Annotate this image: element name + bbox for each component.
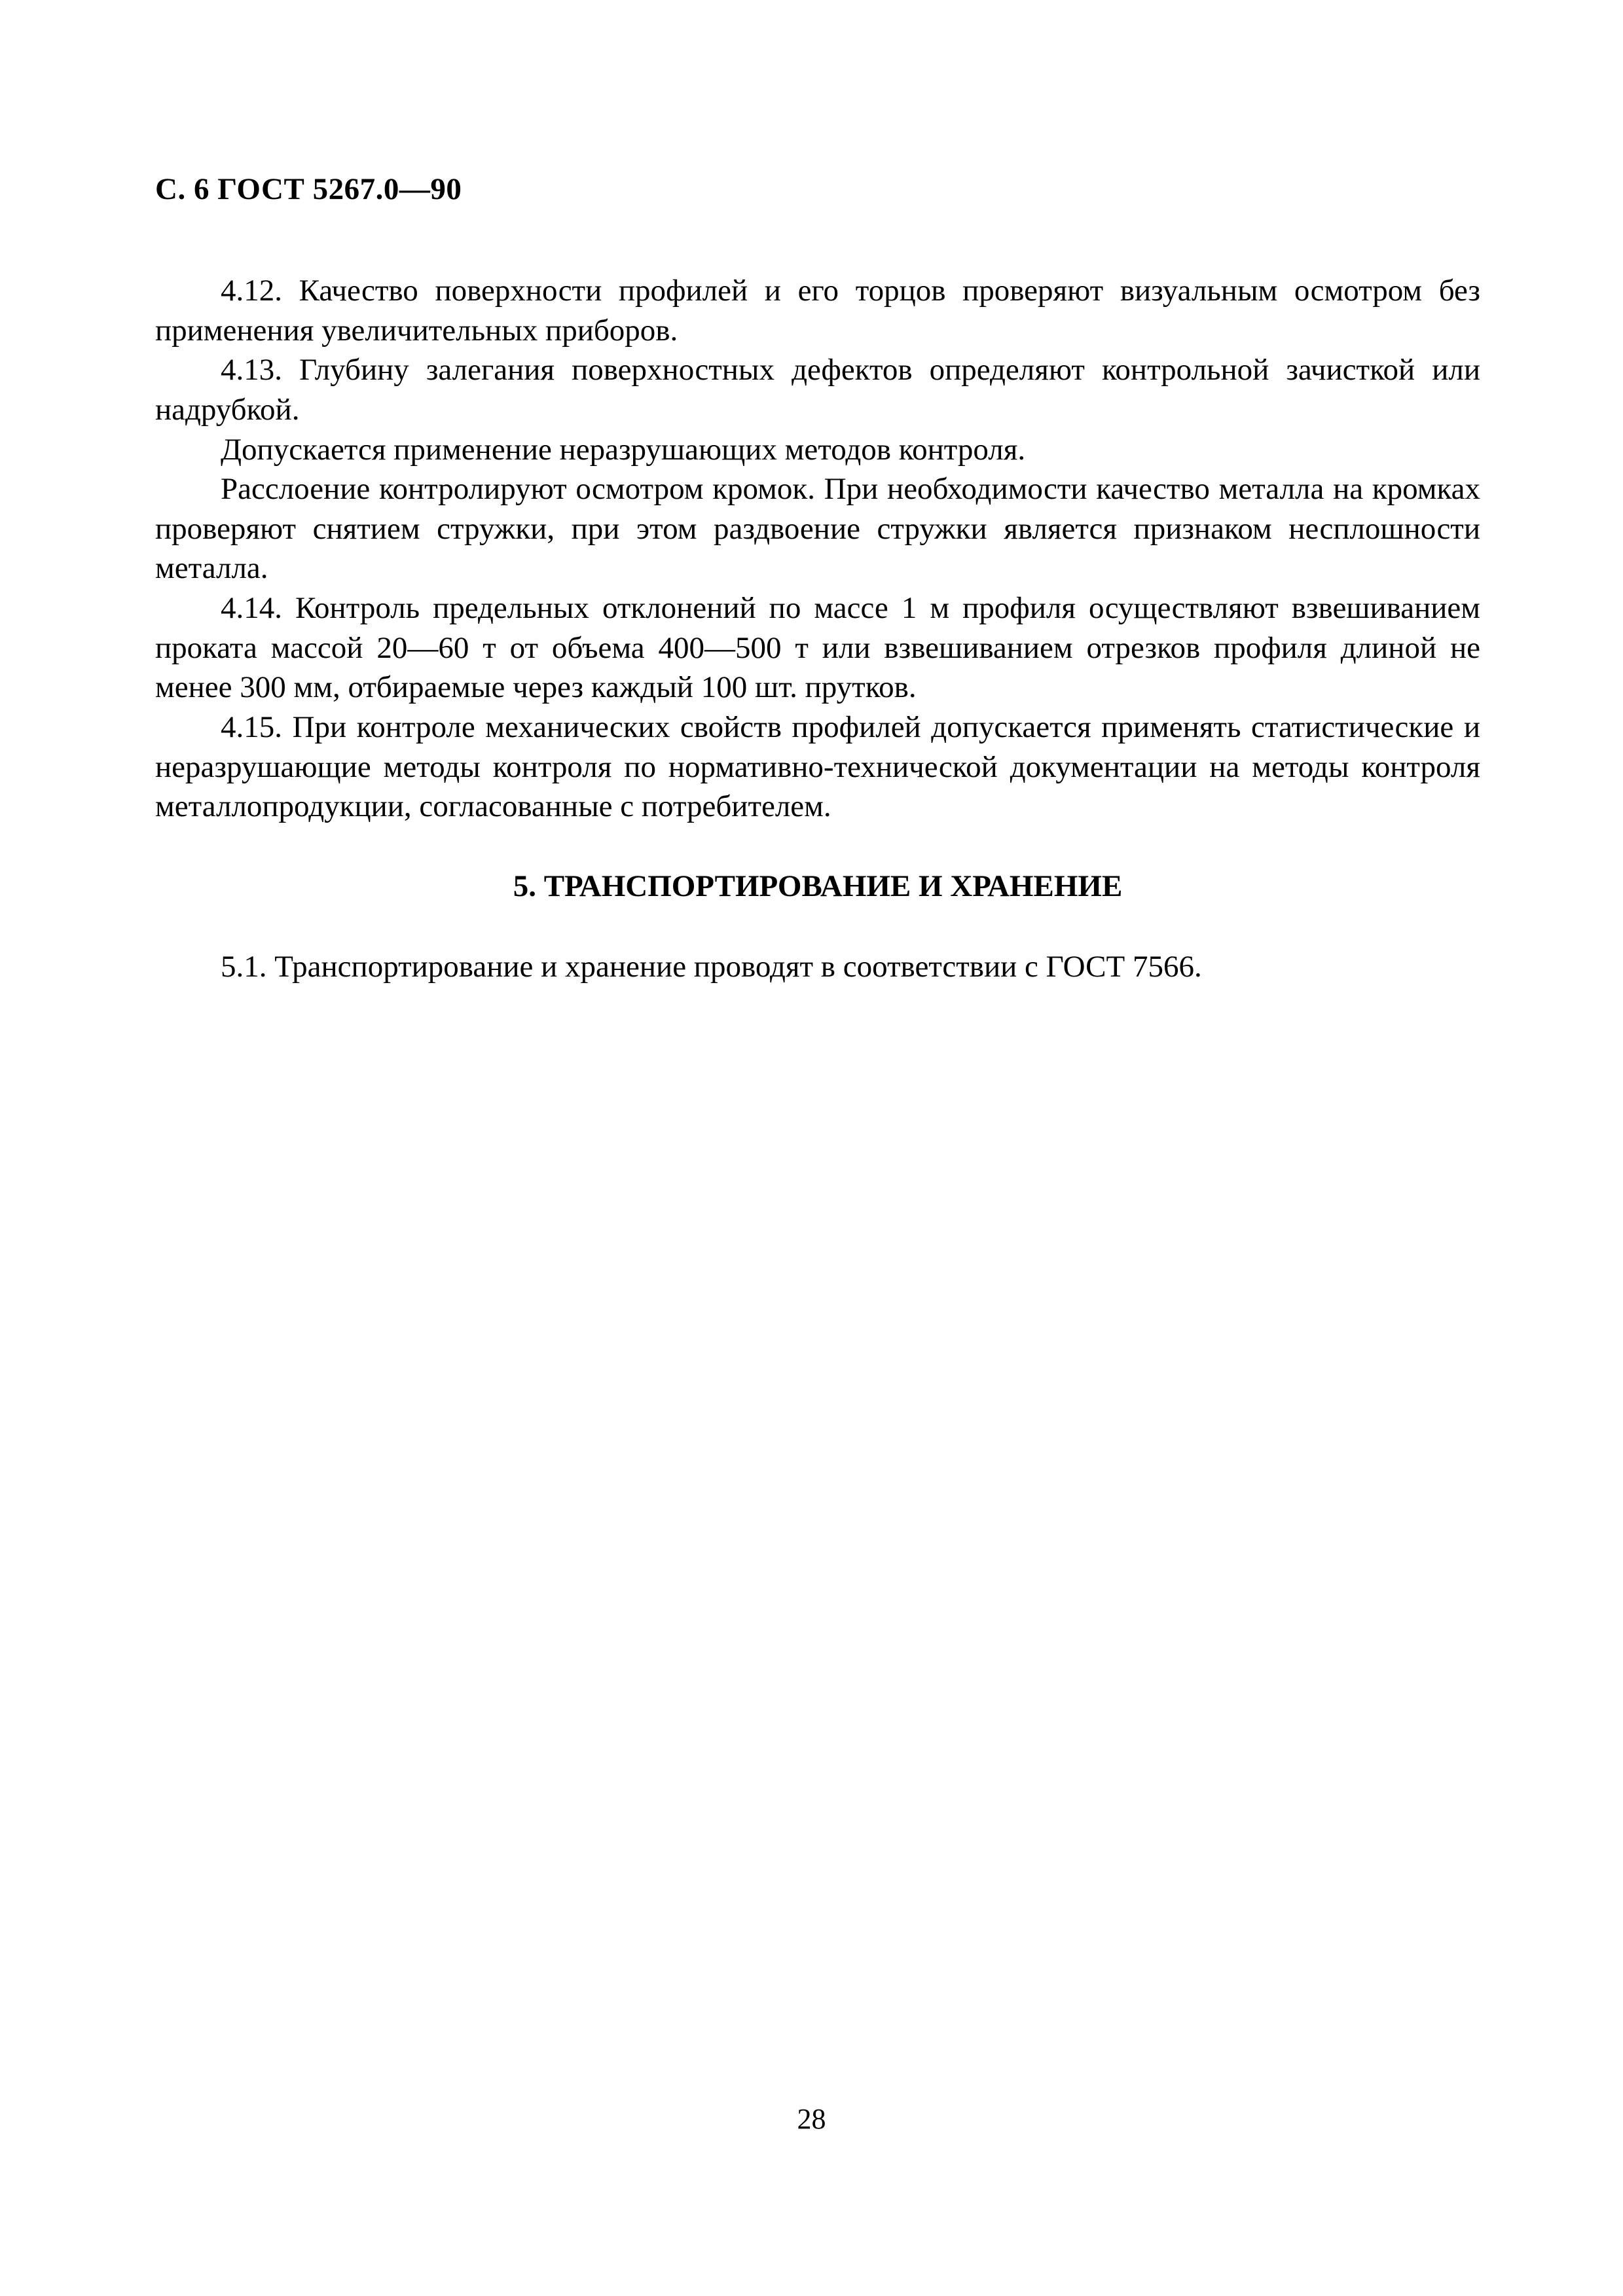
paragraph: 4.12. Качество поверхности профилей и его торцов проверяют визуальным осмотром без применения увеличительных приборов. (155, 274, 1480, 348)
section-body (155, 947, 1480, 987)
paragraph: Допускается применение неразрушающих методов контроля. (221, 432, 1026, 467)
page-content (155, 171, 1480, 986)
body-text (155, 271, 1480, 827)
document-header: С. 6 ГОСТ 5267.0—90 (155, 172, 462, 206)
section-heading: 5. ТРАНСПОРТИРОВАНИЕ И ХРАНЕНИЕ (513, 869, 1123, 903)
page-number: 28 (797, 2103, 826, 2135)
paragraph: 4.14. Контроль предельных отклонений по массе 1 м профиля осуществляют взвешиванием проката массой 20—60 т от объема 400—500 т или взвешиванием отрезков профиля длиной не менее 300 мм, отбираемые через каждый 100 шт. прутков. (155, 591, 1480, 705)
paragraph: 4.15. При контроле механических свойств профилей допускается применять статистические и неразрушающие методы контроля по нормативно-технической документации на методы контроля металлопродукции, согласованные с потребителем. (155, 709, 1480, 824)
paragraph: 5.1. Транспортирование и хранение проводят в соответствии с ГОСТ 7566. (221, 949, 1202, 984)
paragraph: 4.13. Глубину залегания поверхностных дефектов определяют контрольной зачисткой или надрубкой. (155, 353, 1480, 427)
paragraph: Расслоение контролируют осмотром кромок. При необходимости качество металла на кромках проверяют снятием стружки, при этом раздвоение стружки является признаком несплошности металла. (155, 472, 1480, 586)
